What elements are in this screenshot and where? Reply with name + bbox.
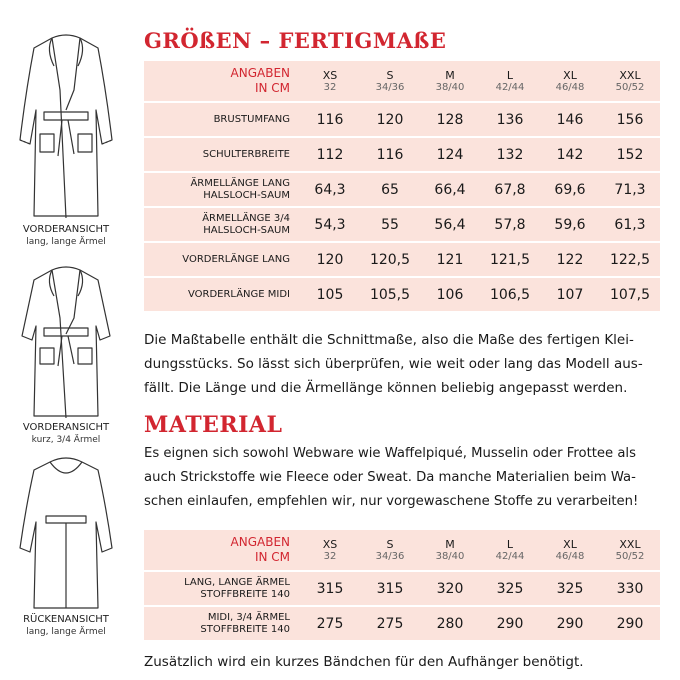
table-cell: 290 — [600, 607, 660, 640]
sizes-table-header — [144, 61, 660, 101]
row-label-line2: STOFFBREITE 140 — [200, 588, 290, 600]
robe-back-long-icon — [16, 452, 116, 612]
table-cell: 120 — [300, 243, 360, 276]
table-cell: 106,5 — [480, 278, 540, 311]
size-range: 46/48 — [555, 550, 585, 562]
illustration-subcaption: kurz, 3/4 Ärmel — [31, 435, 101, 445]
row-label-line1: VORDERLÄNGE LANG — [182, 253, 290, 265]
table-cell: 120 — [360, 103, 420, 136]
size-range: 34/36 — [375, 81, 405, 93]
material-table-row — [144, 607, 660, 640]
illustration-subcaption: lang, lange Ärmel — [26, 627, 106, 637]
size-range: 42/44 — [495, 81, 525, 93]
table-cell: 136 — [480, 103, 540, 136]
size-range: 50/52 — [615, 81, 645, 93]
size-range: 50/52 — [615, 550, 645, 562]
size-header-xs — [300, 530, 360, 570]
table-cell: 275 — [360, 607, 420, 640]
table-cell: 122 — [540, 243, 600, 276]
sizes-table-row — [144, 208, 660, 241]
size-name: XXL — [619, 68, 641, 82]
table-cell: 69,6 — [540, 173, 600, 206]
table-cell: 105 — [300, 278, 360, 311]
illustration-front-long — [8, 30, 124, 248]
table-cell: 121,5 — [480, 243, 540, 276]
illustration-back-long — [8, 452, 124, 638]
row-label-line2: HALSLOCH-SAUM — [203, 189, 290, 201]
sizes-table-row — [144, 138, 660, 171]
size-name: M — [445, 537, 455, 551]
table-cell: 116 — [360, 138, 420, 171]
row-label — [144, 103, 300, 136]
table-cell: 71,3 — [600, 173, 660, 206]
size-header-m — [420, 61, 480, 101]
size-header-xxl — [600, 61, 660, 101]
table-cell: 315 — [300, 572, 360, 605]
material-footnote: Zusätzlich wird ein kurzes Bändchen für den Aufhänger benötigt. — [144, 654, 584, 670]
size-header-s — [360, 61, 420, 101]
size-name: M — [445, 68, 455, 82]
sizes-table-row — [144, 278, 660, 311]
size-range: 38/40 — [435, 550, 465, 562]
table-cell: 66,4 — [420, 173, 480, 206]
size-header-xl — [540, 530, 600, 570]
size-range: 34/36 — [375, 550, 405, 562]
table-cell: 146 — [540, 103, 600, 136]
material-table-row — [144, 572, 660, 605]
header-label-cell — [144, 530, 300, 570]
table-cell: 152 — [600, 138, 660, 171]
header-label-line1: ANGABEN — [230, 66, 290, 80]
table-cell: 156 — [600, 103, 660, 136]
table-cell: 106 — [420, 278, 480, 311]
row-label — [144, 138, 300, 171]
size-name: XS — [322, 68, 338, 82]
size-name: S — [386, 68, 394, 82]
row-label — [144, 173, 300, 206]
table-cell: 325 — [480, 572, 540, 605]
row-label — [144, 572, 300, 605]
size-name: S — [386, 537, 394, 551]
size-header-l — [480, 530, 540, 570]
table-cell: 65 — [360, 173, 420, 206]
size-range: 42/44 — [495, 550, 525, 562]
table-cell: 142 — [540, 138, 600, 171]
row-label — [144, 243, 300, 276]
robe-front-long-icon — [16, 30, 116, 222]
table-cell: 107 — [540, 278, 600, 311]
row-label-line1: ÄRMELLÄNGE LANG — [190, 177, 290, 189]
table-cell: 325 — [540, 572, 600, 605]
material-text-line: auch Strickstoffe wie Fleece oder Sweat. Da manche Materialien beim Wa- — [144, 470, 636, 485]
table-cell: 56,4 — [420, 208, 480, 241]
header-label-line2: IN CM — [254, 550, 290, 564]
table-cell: 320 — [420, 572, 480, 605]
material-text — [144, 442, 664, 514]
size-header-s — [360, 530, 420, 570]
row-label-line1: BRUSTUMFANG — [213, 113, 290, 125]
sizes-note-line: fällt. Die Länge und die Ärmellänge können beliebig angepasst werden. — [144, 380, 628, 396]
table-cell: 64,3 — [300, 173, 360, 206]
row-label-line1: LANG, LANGE ÄRMEL — [184, 576, 290, 588]
table-cell: 112 — [300, 138, 360, 171]
size-range: 32 — [323, 550, 337, 562]
material-text-line: Es eignen sich sowohl Webware wie Waffelpiqué, Musselin oder Frottee als — [144, 446, 636, 461]
table-cell: 121 — [420, 243, 480, 276]
row-label — [144, 278, 300, 311]
robe-front-short-icon — [16, 262, 116, 420]
size-range: 46/48 — [555, 81, 585, 93]
sizes-table-row — [144, 173, 660, 206]
size-name: L — [506, 537, 514, 551]
sizes-note — [144, 328, 664, 400]
illustration-front-short — [8, 262, 124, 446]
row-label-line1: VORDERLÄNGE MIDI — [187, 288, 290, 300]
table-cell: 116 — [300, 103, 360, 136]
row-label-line1: MIDI, 3/4 ÄRMEL — [207, 611, 290, 623]
sizes-note-line: dungsstücks. So lässt sich überprüfen, wie weit oder lang das Modell aus- — [144, 356, 643, 372]
table-cell: 275 — [300, 607, 360, 640]
table-cell: 122,5 — [600, 243, 660, 276]
size-header-xxl — [600, 530, 660, 570]
size-name: XS — [322, 537, 338, 551]
table-cell: 61,3 — [600, 208, 660, 241]
size-name: XL — [563, 68, 577, 82]
sizes-title: GRÖßEN – FERTIGMAßE — [144, 28, 447, 53]
table-cell: 290 — [540, 607, 600, 640]
sizes-table-body — [144, 103, 660, 311]
sizes-note-line: Die Maßtabelle enthält die Schnittmaße, also die Maße des fertigen Klei- — [144, 332, 634, 348]
size-name: XXL — [619, 537, 641, 551]
size-name: XL — [563, 537, 577, 551]
header-label-line2: IN CM — [254, 81, 290, 95]
size-range: 32 — [323, 81, 337, 93]
table-cell: 59,6 — [540, 208, 600, 241]
material-text-line: schen einlaufen, empfehlen wir, nur vorgewaschene Stoffe zu verarbeiten! — [144, 494, 639, 509]
row-label-line1: ÄRMELLÄNGE 3/4 — [202, 212, 290, 224]
illustration-caption: VORDERANSICHT — [22, 224, 110, 235]
illustration-subcaption: lang, lange Ärmel — [26, 237, 106, 247]
size-header-l — [480, 61, 540, 101]
table-cell: 128 — [420, 103, 480, 136]
illustration-caption: VORDERANSICHT — [22, 422, 110, 433]
sizes-table — [144, 59, 660, 313]
table-cell: 280 — [420, 607, 480, 640]
table-cell: 57,8 — [480, 208, 540, 241]
table-cell: 124 — [420, 138, 480, 171]
table-cell: 132 — [480, 138, 540, 171]
table-cell: 315 — [360, 572, 420, 605]
row-label — [144, 208, 300, 241]
table-cell: 290 — [480, 607, 540, 640]
row-label — [144, 607, 300, 640]
size-name: L — [506, 68, 514, 82]
table-cell: 54,3 — [300, 208, 360, 241]
table-cell: 107,5 — [600, 278, 660, 311]
material-title: MATERIAL — [144, 412, 283, 438]
table-cell: 330 — [600, 572, 660, 605]
row-label-line2: HALSLOCH-SAUM — [203, 224, 290, 236]
material-table-header — [144, 530, 660, 570]
size-header-m — [420, 530, 480, 570]
row-label-line2: STOFFBREITE 140 — [200, 623, 290, 635]
row-label-line1: SCHULTERBREITE — [202, 148, 290, 160]
header-label-line1: ANGABEN — [230, 535, 290, 549]
table-cell: 55 — [360, 208, 420, 241]
table-cell: 105,5 — [360, 278, 420, 311]
sizes-table-row — [144, 103, 660, 136]
header-label-cell — [144, 61, 300, 101]
size-range: 38/40 — [435, 81, 465, 93]
size-header-xl — [540, 61, 600, 101]
illustration-caption: RÜCKENANSICHT — [23, 614, 109, 625]
table-cell: 67,8 — [480, 173, 540, 206]
size-header-xs — [300, 61, 360, 101]
material-table-body — [144, 572, 660, 640]
table-cell: 120,5 — [360, 243, 420, 276]
sizes-table-row — [144, 243, 660, 276]
material-table — [144, 528, 660, 642]
